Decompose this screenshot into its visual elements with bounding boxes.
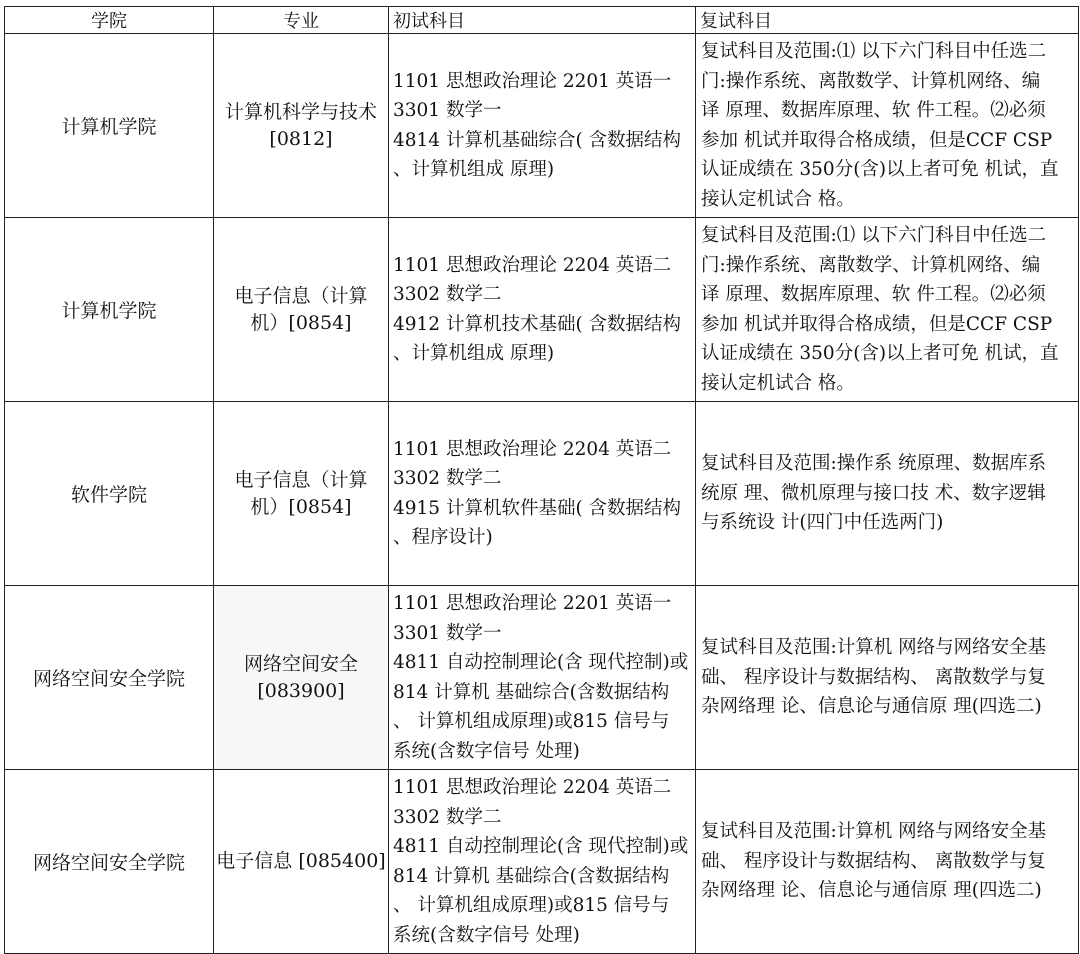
retest-cell-line: 门:操作系统、离散数学、计算机网络、编: [701, 70, 1041, 92]
retest-cell-line: 统原 理、微机原理与接口技 术、数字逻辑: [701, 482, 1046, 504]
table-row: [5, 586, 1079, 770]
initial-exam-cell-line: 4915 计算机软件基础( 含数据结构: [393, 497, 682, 519]
retest-cell-line: 础、 程序设计与数据结构、 离散数学与复: [701, 850, 1046, 872]
major-cell-line: 电子信息 [085400]: [216, 850, 386, 872]
retest-cell-line: 接认定机试合 格。: [701, 372, 855, 394]
major-cell-line: 计算机科学与技术: [224, 100, 377, 123]
major-cell: [214, 34, 389, 218]
table-row: [5, 218, 1079, 402]
major-cell-line: [0812]: [269, 127, 333, 150]
major-cell-line: 电子信息（计算: [234, 284, 368, 307]
header-row: [5, 7, 1079, 34]
retest-cell-line: 门:操作系统、离散数学、计算机网络、编: [701, 254, 1041, 276]
college-cell: 网络空间安全学院: [5, 770, 214, 954]
initial-exam-cell: [389, 402, 696, 586]
retest-cell-line: 译 原理、数据库原理、软 件工程。⑵必须: [701, 284, 1046, 305]
major-cell-line: 机）[0854]: [250, 311, 352, 334]
initial-exam-cell-line: 4811 自动控制理论(含 现代控制)或: [393, 652, 689, 673]
college-cell: 计算机学院: [5, 218, 214, 402]
retest-cell: [696, 770, 1079, 954]
initial-exam-cell-line: 、程序设计): [393, 527, 493, 548]
retest-cell-line: 杂网络理 论、信息论与通信原 理(四选二): [701, 696, 1042, 718]
college-cell: 软件学院: [5, 402, 214, 586]
initial-exam-cell-line: 1101 思想政治理论 2201 英语一: [393, 593, 672, 614]
major-cell-line: 机）[0854]: [250, 495, 352, 518]
initial-exam-cell-line: 1101 思想政治理论 2201 英语一: [393, 70, 672, 92]
initial-exam-cell-line: 4814 计算机基础综合( 含数据结构: [393, 129, 682, 151]
exam-subjects-table: [4, 6, 1079, 954]
retest-cell-line: 复试科目及范围:操作系 统原理、数据库系: [701, 453, 1047, 475]
retest-cell-line: 复试科目及范围:计算机 网络与网络安全基: [701, 821, 1047, 843]
table-row: [5, 770, 1079, 954]
retest-cell-line: 参加 机试并取得合格成绩，但是CCF CSP: [701, 129, 1053, 151]
initial-exam-cell-line: 3302 数学二: [393, 806, 502, 828]
initial-exam-cell-line: 、 计算机组成原理)或815 信号与: [393, 711, 670, 732]
initial-exam-cell-line: 3302 数学二: [393, 468, 502, 489]
initial-exam-cell-line: 、计算机组成 原理): [393, 343, 555, 364]
major-cell: [214, 218, 389, 402]
initial-exam-cell-line: 1101 思想政治理论 2204 英语二: [393, 438, 672, 460]
initial-exam-cell-line: 1101 思想政治理论 2204 英语二: [393, 777, 672, 798]
retest-cell-line: 认证成绩在 350分(含)以上者可免 机试，直: [701, 159, 1059, 180]
retest-cell: [696, 402, 1079, 586]
retest-cell-line: 复试科目及范围:⑴ 以下六门科目中任选二: [701, 225, 1047, 246]
initial-exam-cell-line: 、 计算机组成原理)或815 信号与: [393, 895, 670, 916]
initial-exam-cell: [389, 218, 696, 402]
retest-cell-line: 认证成绩在 350分(含)以上者可免 机试，直: [701, 343, 1059, 364]
retest-cell-line: 复试科目及范围:⑴ 以下六门科目中任选二: [701, 41, 1047, 62]
retest-cell-line: 译 原理、数据库原理、软 件工程。⑵必须: [701, 100, 1046, 121]
retest-cell-line: 接认定机试合 格。: [701, 188, 855, 210]
major-cell: [214, 586, 389, 770]
initial-exam-cell: [389, 586, 696, 770]
table-row: [5, 402, 1079, 586]
retest-cell-line: 参加 机试并取得合格成绩，但是CCF CSP: [701, 313, 1053, 335]
initial-exam-cell-line: 4912 计算机技术基础( 含数据结构: [393, 313, 682, 335]
retest-cell-line: 杂网络理 论、信息论与通信原 理(四选二): [701, 880, 1042, 902]
initial-exam-cell-line: 、计算机组成 原理): [393, 159, 555, 180]
initial-exam-cell-line: 814 计算机 基础综合(含数据结构: [393, 681, 670, 703]
header-college: 学院: [5, 7, 214, 34]
major-cell-line: 电子信息（计算: [234, 468, 368, 491]
retest-cell: [696, 34, 1079, 218]
initial-exam-cell-line: 3301 数学一: [393, 100, 502, 121]
major-cell-line: 网络空间安全: [243, 652, 358, 675]
college-cell: 计算机学院: [5, 34, 214, 218]
initial-exam-cell-line: 4811 自动控制理论(含 现代控制)或: [393, 836, 689, 857]
initial-exam-cell-line: 3302 数学二: [393, 284, 502, 305]
retest-cell-line: 复试科目及范围:计算机 网络与网络安全基: [701, 637, 1047, 659]
header-initial-exam: 初试科目: [389, 7, 696, 34]
college-cell: 网络空间安全学院: [5, 586, 214, 770]
header-major: 专业: [214, 7, 389, 34]
initial-exam-cell-line: 系统(含数字信号 处理): [393, 924, 580, 946]
initial-exam-cell-line: 1101 思想政治理论 2204 英语二: [393, 254, 672, 276]
retest-cell: [696, 586, 1079, 770]
initial-exam-cell-line: 系统(含数字信号 处理): [393, 740, 580, 762]
initial-exam-cell: [389, 34, 696, 218]
major-cell: [214, 402, 389, 586]
retest-cell-line: 与系统设 计(四门中任选两门): [701, 512, 944, 534]
initial-exam-cell-line: 814 计算机 基础综合(含数据结构: [393, 865, 670, 887]
retest-cell: [696, 218, 1079, 402]
retest-cell-line: 础、 程序设计与数据结构、 离散数学与复: [701, 666, 1046, 688]
major-cell: [214, 770, 389, 954]
initial-exam-cell: [389, 770, 696, 954]
initial-exam-cell-line: 3301 数学一: [393, 622, 502, 644]
table-row: [5, 34, 1079, 218]
major-cell-line: [083900]: [257, 679, 345, 702]
header-retest: 复试科目: [696, 7, 1079, 34]
